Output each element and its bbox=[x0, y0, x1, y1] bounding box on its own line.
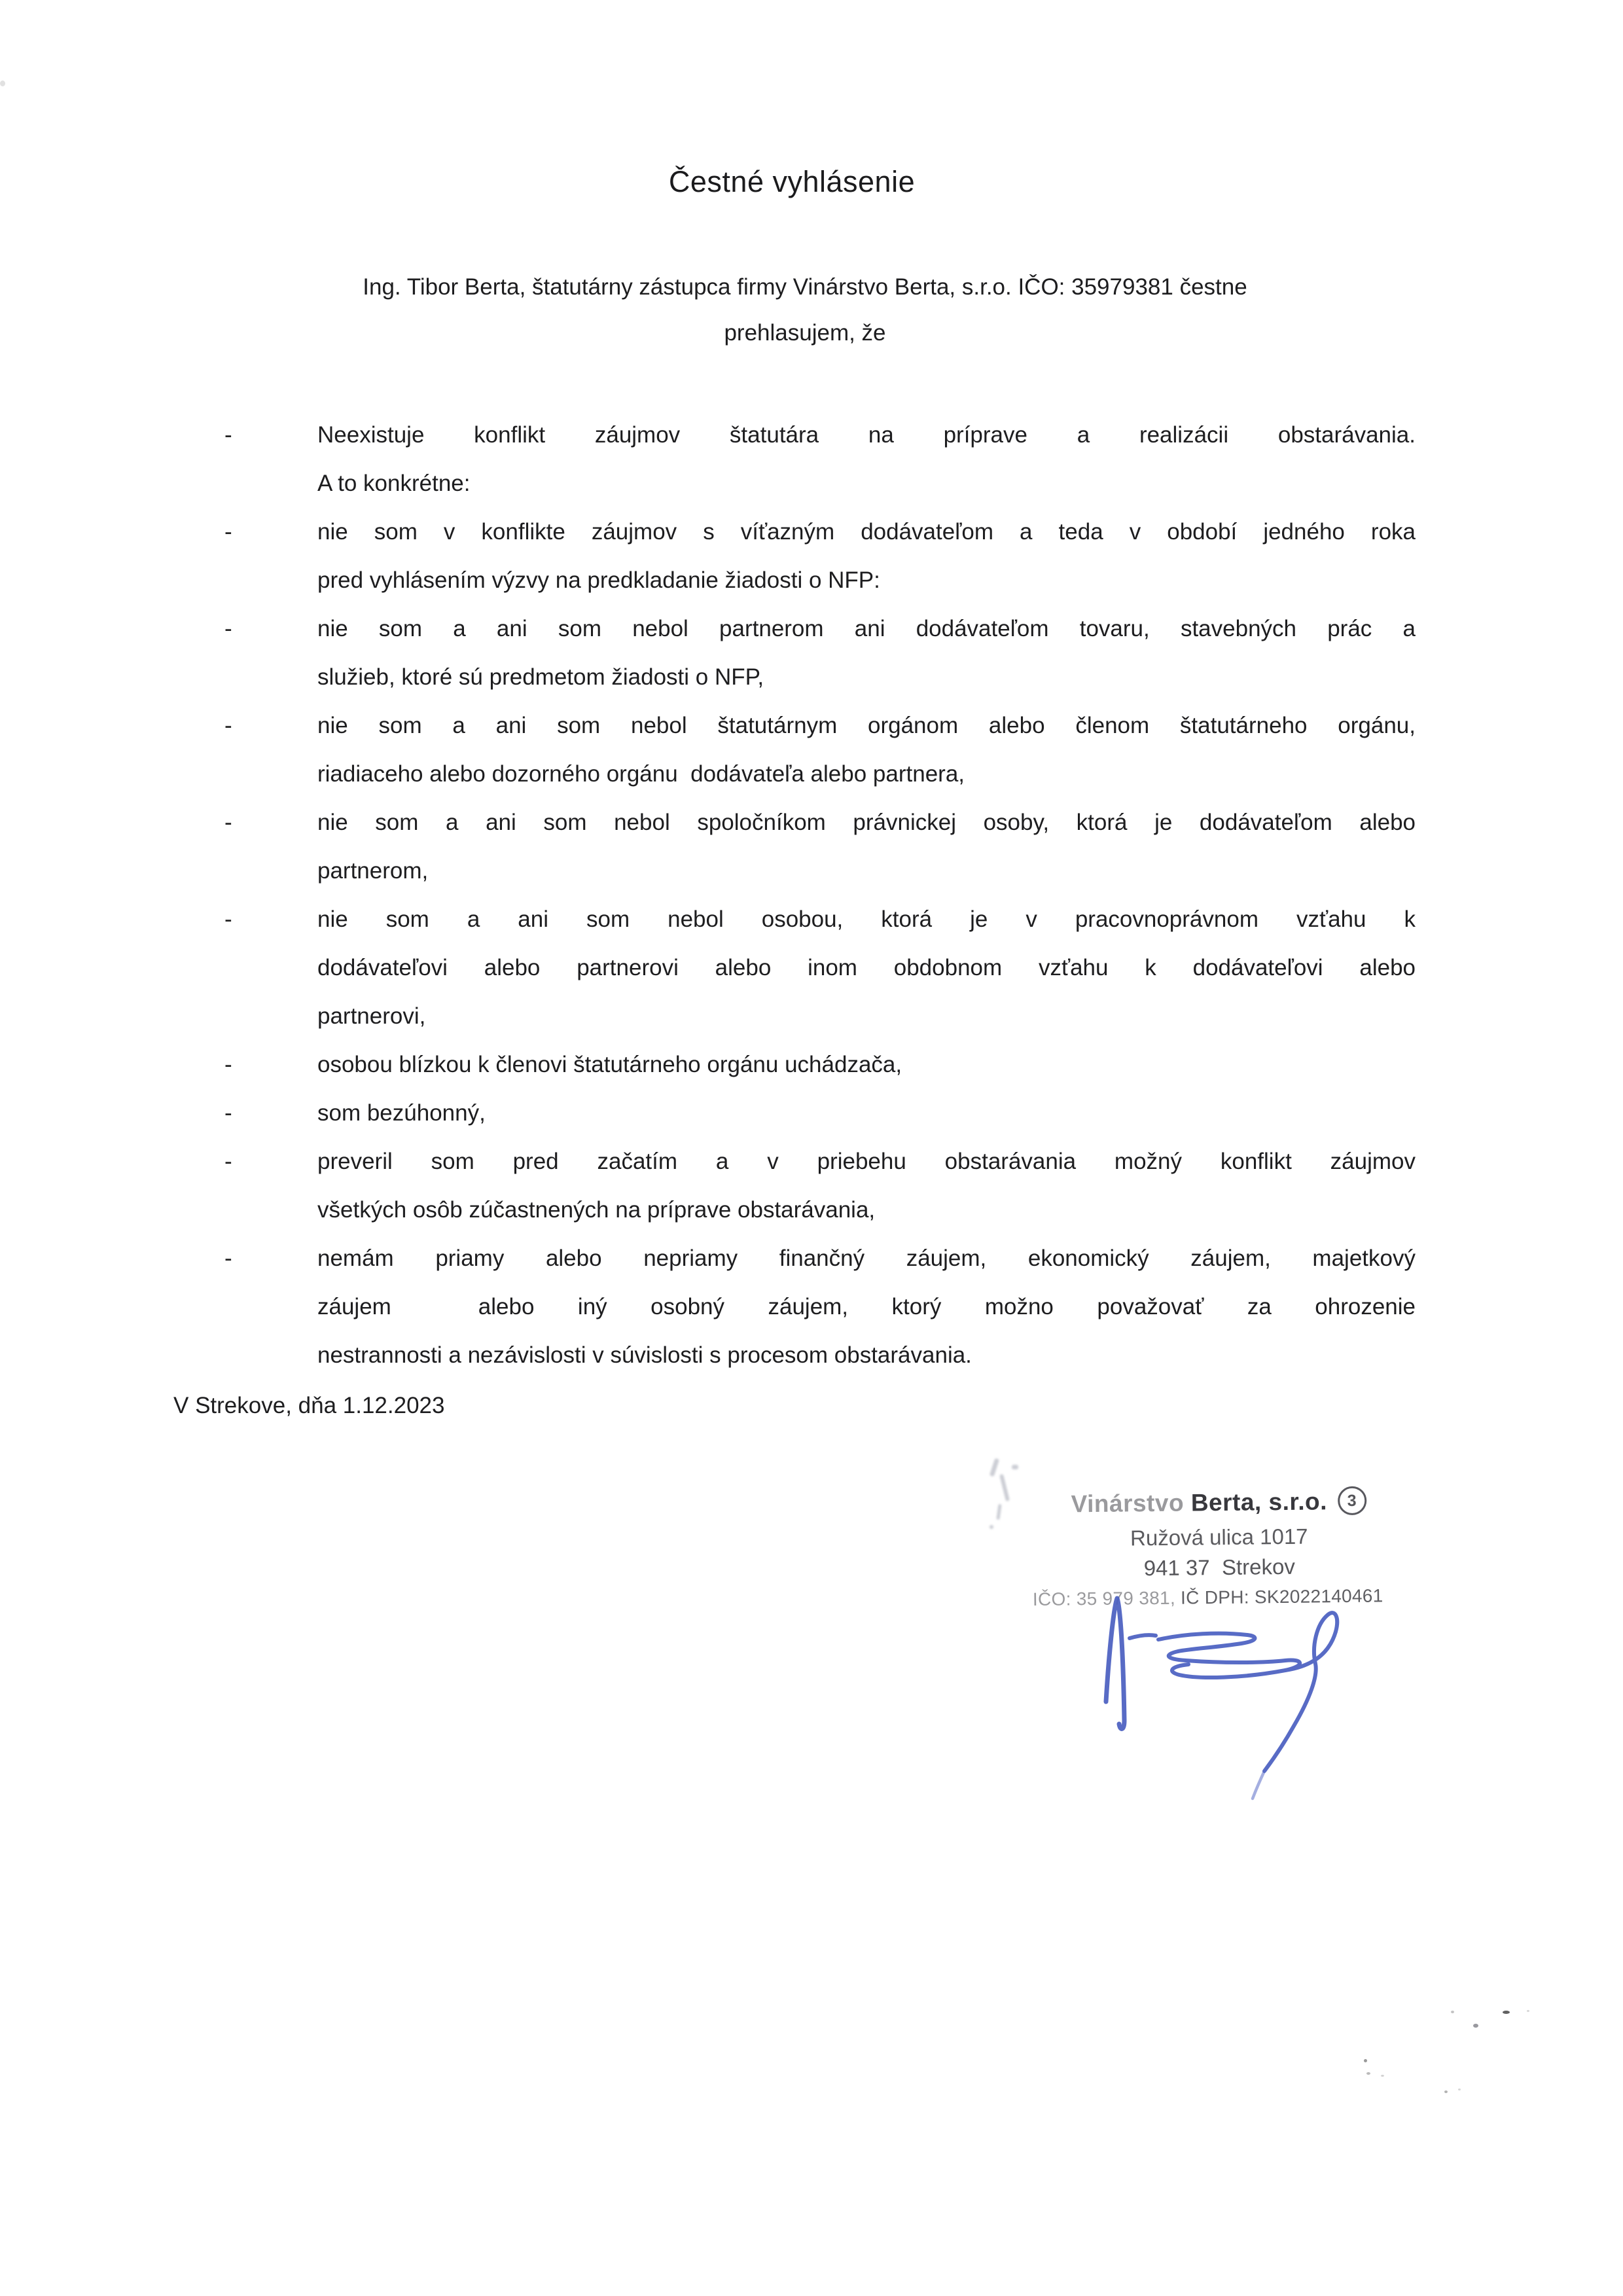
list-item bbox=[224, 605, 1416, 653]
scan-artifact bbox=[990, 1458, 999, 1477]
list-line-text: partnerom, bbox=[317, 858, 429, 884]
list-item bbox=[224, 653, 1416, 702]
list-line-text: partnerovi, bbox=[317, 1003, 426, 1029]
list-item bbox=[224, 798, 1416, 847]
list-line-text: pred vyhlásením výzvy na predkladanie žiadosti o NFP: bbox=[317, 567, 880, 593]
document-title: Čestné vyhlásenie bbox=[668, 165, 916, 198]
list-line-text: som bezúhonný, bbox=[317, 1100, 486, 1126]
list-line-text: A to konkrétne: bbox=[317, 471, 471, 496]
list-line-text: nie som a ani som nebol spoločníkom právnickej osoby, ktorá je dodávateľom alebo bbox=[317, 810, 1416, 835]
dash-bullet: - bbox=[224, 906, 232, 932]
list-line-text: služieb, ktoré sú predmetom žiadosti o NFP, bbox=[317, 664, 764, 690]
circled-3-icon: 3 bbox=[1338, 1486, 1366, 1515]
list-line-text: riadiaceho alebo dozorného orgánu dodávateľa alebo partnera, bbox=[317, 761, 965, 787]
scan-artifact bbox=[1503, 2011, 1510, 2014]
list-item bbox=[224, 1283, 1416, 1331]
list-line-text: nemám priamy alebo nepriamy finančný záujem, ekonomický záujem, majetkový bbox=[317, 1246, 1416, 1271]
scan-artifact bbox=[990, 1525, 993, 1529]
scan-artifact bbox=[1527, 2010, 1529, 2012]
dash-bullet: - bbox=[224, 1149, 232, 1174]
scan-artifact bbox=[1458, 2089, 1461, 2090]
list-line-text: nestrannosti a nezávislosti v súvislosti s procesom obstarávania. bbox=[317, 1342, 972, 1368]
list-item bbox=[224, 1331, 1416, 1380]
intro-line-2: prehlasujem, že bbox=[724, 320, 886, 346]
stamp-address-street: Ružová ulica 1017 bbox=[1130, 1524, 1308, 1551]
list-line-text: záujem alebo iný osobný záujem, ktorý možno považovať za ohrozenie bbox=[317, 1294, 1416, 1319]
list-item bbox=[224, 895, 1416, 944]
list-item bbox=[224, 750, 1416, 798]
dash-bullet: - bbox=[224, 713, 232, 738]
stamp-company-name-faded: Vinárstvo bbox=[1071, 1489, 1192, 1518]
stamp-ico: IČO: 35 979 381, bbox=[1032, 1587, 1181, 1610]
dash-bullet: - bbox=[224, 422, 232, 448]
stamp-ic-dph: IČ DPH: SK2022140461 bbox=[1180, 1585, 1383, 1608]
list-item bbox=[224, 1234, 1416, 1283]
stamp-company-line bbox=[1045, 1485, 1392, 1520]
scan-artifact bbox=[1012, 1465, 1018, 1469]
stamp-company-name: Berta, s.r.o. bbox=[1190, 1488, 1328, 1516]
list-line-text: nie som a ani som nebol partnerom ani dodávateľom tovaru, stavebných prác a bbox=[317, 616, 1416, 641]
dash-bullet: - bbox=[224, 810, 232, 835]
dash-bullet: - bbox=[224, 1246, 232, 1271]
dash-bullet: - bbox=[224, 616, 232, 641]
scan-artifact bbox=[1444, 2090, 1448, 2093]
list-item bbox=[224, 992, 1416, 1041]
scan-artifact bbox=[0, 81, 5, 86]
list-line-text: nie som a ani som nebol štatutárnym orgánom alebo členom štatutárneho orgánu, bbox=[317, 713, 1416, 738]
list-line-text: nie som v konflikte záujmov s víťazným dodávateľom a teda v období jedného roka bbox=[317, 519, 1416, 545]
signature-ink bbox=[1086, 1581, 1361, 1829]
list-item bbox=[224, 556, 1416, 605]
declaration-list bbox=[224, 411, 1416, 1380]
intro-paragraph bbox=[157, 264, 1453, 356]
list-item bbox=[224, 1138, 1416, 1186]
list-line-text: dodávateľovi alebo partnerovi alebo inom obdobnom vzťahu k dodávateľovi alebo bbox=[317, 955, 1416, 980]
list-item bbox=[224, 702, 1416, 750]
scan-artifact bbox=[996, 1504, 1001, 1520]
scan-artifact bbox=[1366, 2072, 1370, 2075]
list-item bbox=[224, 411, 1416, 459]
list-line-text: nie som a ani som nebol osobou, ktorá je v pracovnoprávnom vzťahu k bbox=[317, 906, 1416, 932]
list-line-text: preveril som pred začatím a v priebehu obstarávania možný konflikt záujmov bbox=[317, 1149, 1416, 1174]
list-line-text: osobou blízkou k členovi štatutárneho orgánu uchádzača, bbox=[317, 1052, 902, 1077]
list-item bbox=[224, 1041, 1416, 1089]
list-line-text: všetkých osôb zúčastnených na príprave obstarávania, bbox=[317, 1197, 876, 1223]
scan-artifact bbox=[1364, 2059, 1367, 2062]
stamp-address-city: 941 37 Strekov bbox=[1143, 1554, 1296, 1581]
list-item bbox=[224, 1186, 1416, 1234]
dash-bullet: - bbox=[224, 1100, 232, 1126]
scan-artifact bbox=[1381, 2075, 1384, 2077]
list-item bbox=[224, 847, 1416, 895]
place-date-line: V Strekove, dňa 1.12.2023 bbox=[173, 1393, 445, 1418]
intro-line-1: Ing. Tibor Berta, štatutárny zástupca firmy Vinárstvo Berta, s.r.o. IČO: 35979381 čestne bbox=[363, 274, 1247, 300]
list-item bbox=[224, 459, 1416, 508]
scan-artifact bbox=[1473, 2024, 1478, 2028]
scan-artifact bbox=[999, 1474, 1010, 1501]
dash-bullet: - bbox=[224, 1052, 232, 1077]
list-item bbox=[224, 508, 1416, 556]
scan-artifact bbox=[1451, 2011, 1454, 2013]
list-line-text: Neexistuje konflikt záujmov štatutára na príprave a realizácii obstarávania. bbox=[317, 422, 1416, 448]
dash-bullet: - bbox=[224, 519, 232, 545]
list-item bbox=[224, 944, 1416, 992]
list-item bbox=[224, 1089, 1416, 1138]
